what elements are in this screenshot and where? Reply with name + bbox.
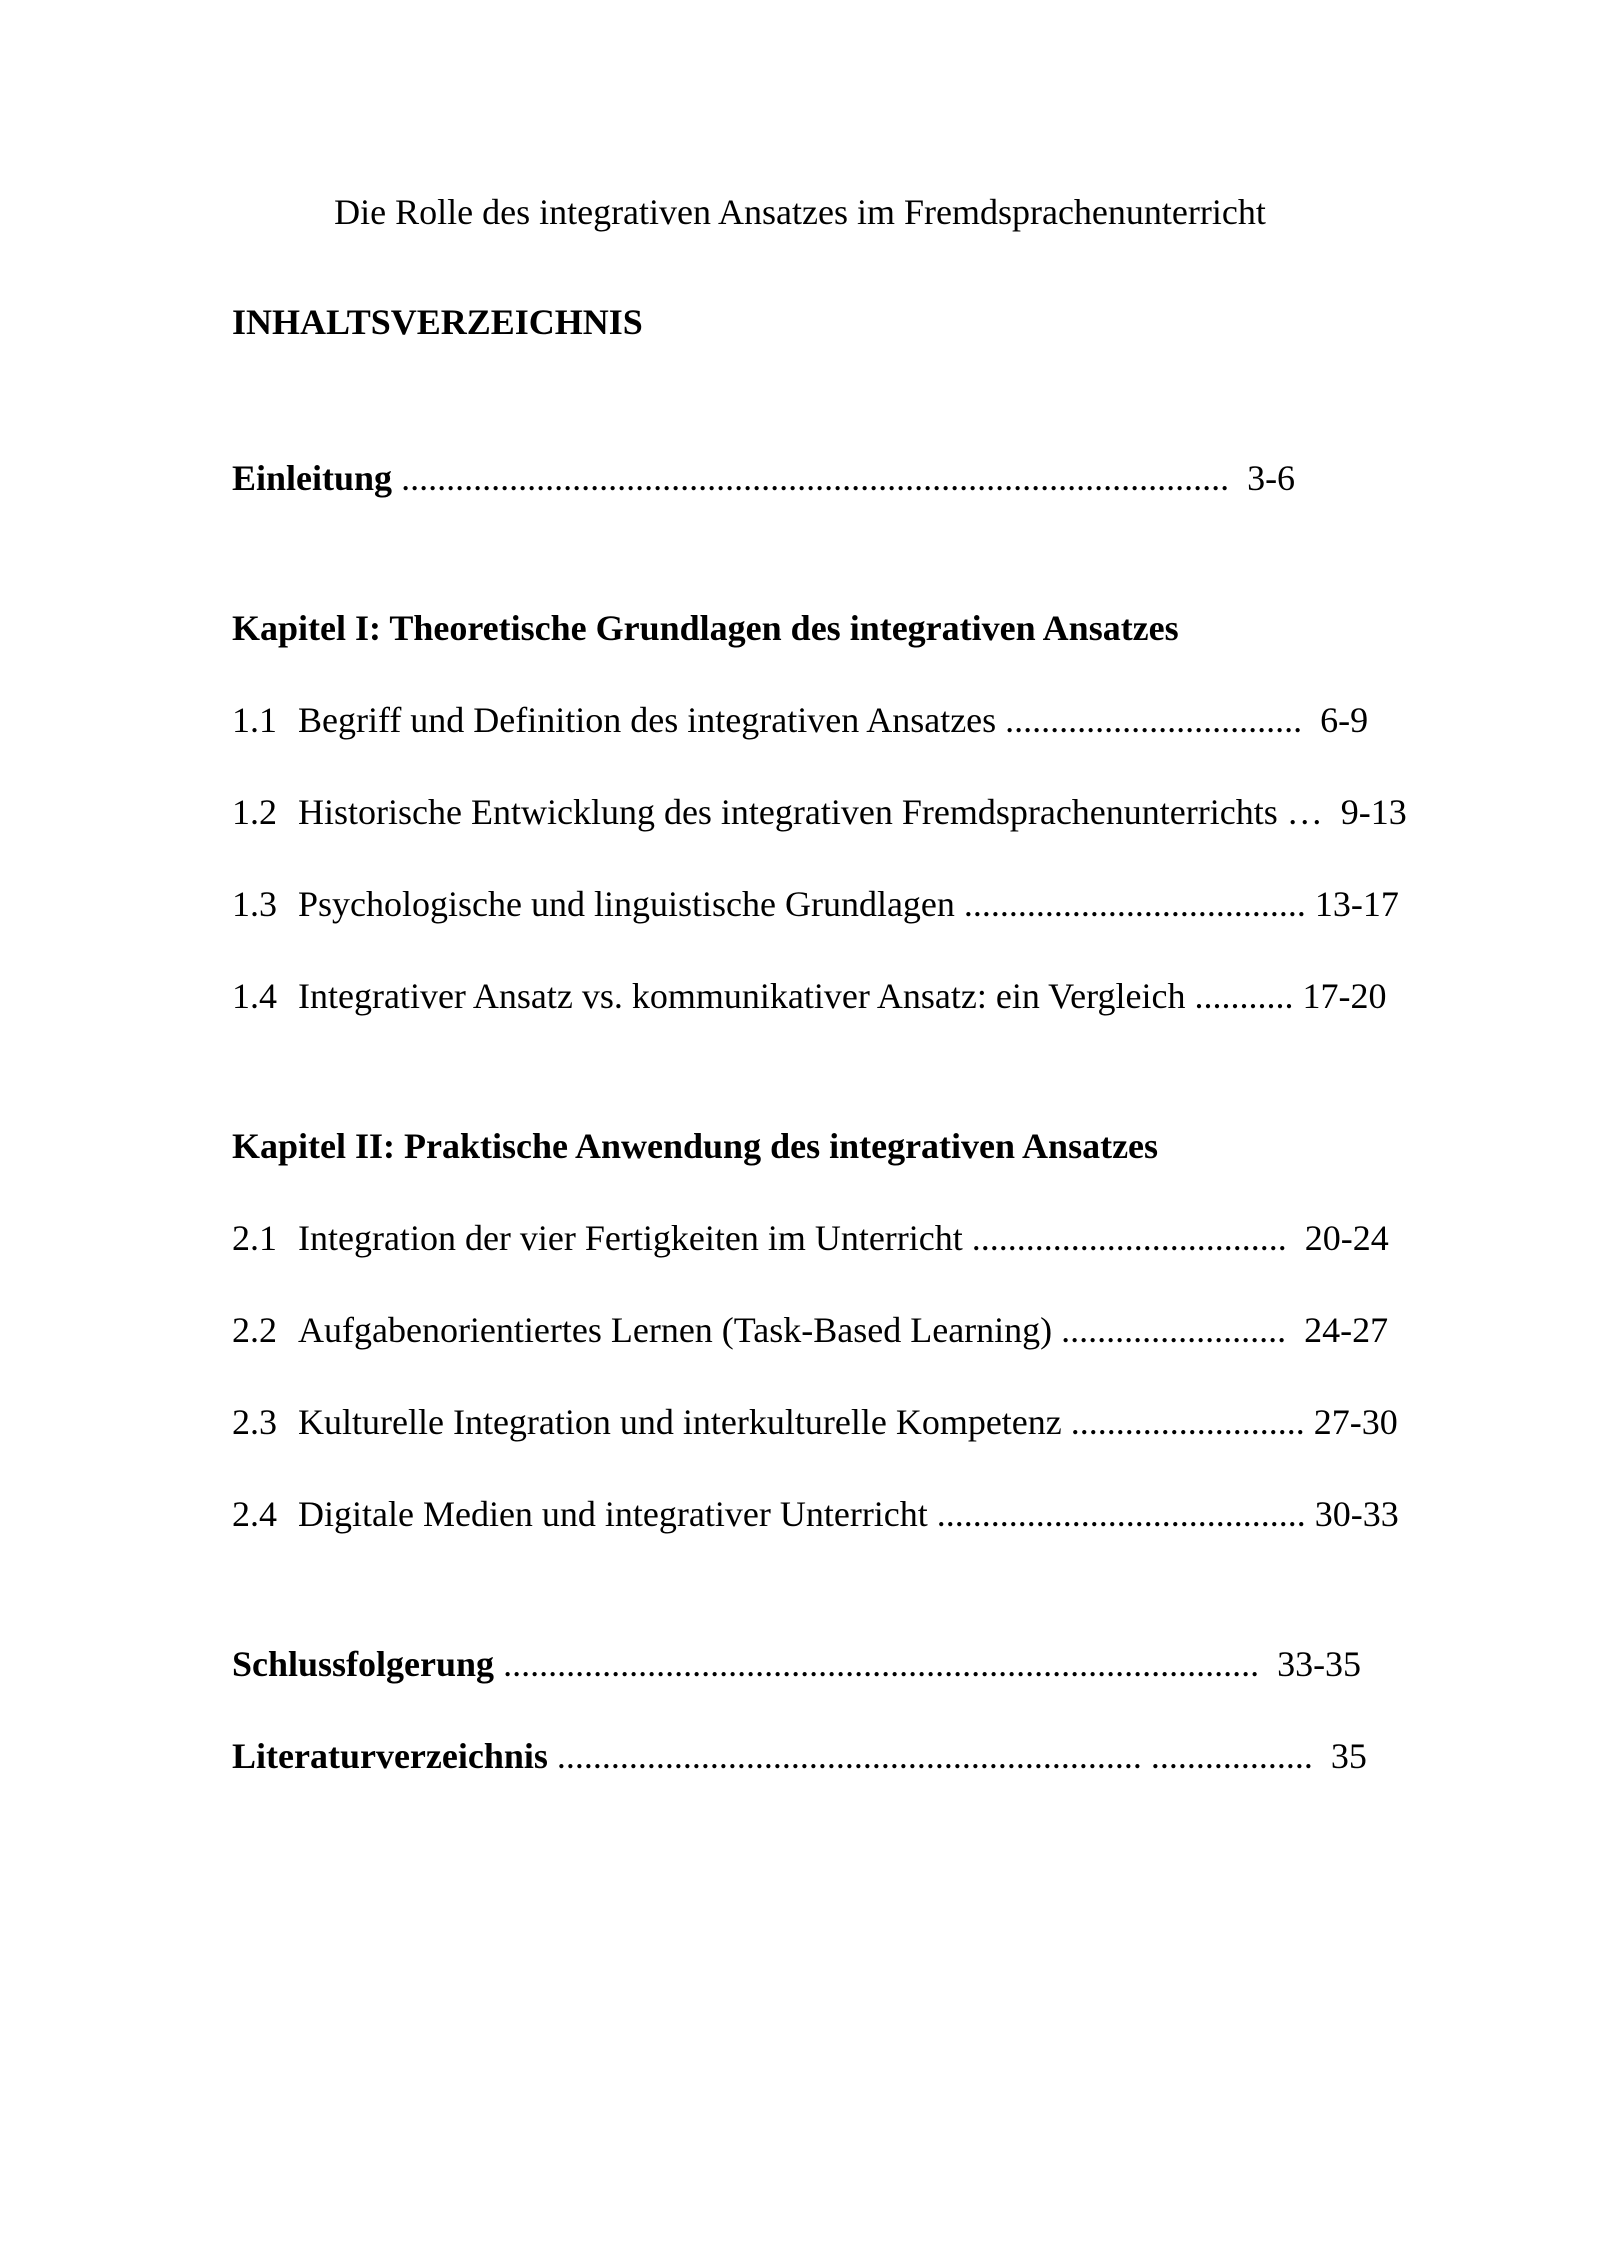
page-range: 13-17 <box>1305 884 1399 924</box>
toc-entry-label: Psychologische und linguistische Grundlagen <box>298 884 955 924</box>
toc-heading: INHALTSVERZEICHNIS <box>232 302 643 342</box>
toc-entry <box>232 974 1386 1018</box>
page-range: 9-13 <box>1322 792 1407 832</box>
dot-leader: ......................... <box>1052 1310 1287 1350</box>
page-range: 27-30 <box>1304 1402 1398 1442</box>
toc-entry-label: Aufgabenorientiertes Lernen (Task-Based Learning) <box>298 1310 1053 1350</box>
dot-leader: ............................................................................................ <box>392 458 1230 498</box>
section-number: 2.3 <box>232 1402 277 1442</box>
chapter-heading-1: Kapitel I: Theoretische Grundlagen des integrativen Ansatzes <box>232 608 1179 648</box>
dot-leader: ......................................... <box>927 1494 1306 1534</box>
toc-entry-label: Einleitung <box>232 458 393 498</box>
toc-entry <box>232 1400 1398 1444</box>
toc-entry <box>232 1492 1399 1536</box>
toc-entry-label: Begriff und Definition des integrativen Ansatzes <box>298 700 997 740</box>
toc-entry-label: Schlussfolgerung <box>232 1644 495 1684</box>
dot-leader: .................................................................................... <box>494 1644 1260 1684</box>
dot-leader: .......................... <box>1061 1402 1305 1442</box>
dot-leader: … <box>1277 792 1323 832</box>
toc-entry <box>232 882 1399 926</box>
page-range: 3-6 <box>1229 458 1296 498</box>
dot-leader: ................................... <box>962 1218 1287 1258</box>
page-range: 35 <box>1312 1736 1367 1776</box>
section-number: 1.4 <box>232 976 277 1016</box>
toc-entry-label: Digitale Medien und integrativer Unterricht <box>298 1494 928 1534</box>
section-number: 1.3 <box>232 884 277 924</box>
page-range: 30-33 <box>1305 1494 1399 1534</box>
chapter-heading-2: Kapitel II: Praktische Anwendung des integrativen Ansatzes <box>232 1126 1159 1166</box>
page-range: 6-9 <box>1302 700 1369 740</box>
section-number: 2.4 <box>232 1494 277 1534</box>
toc-entry-literaturverzeichnis <box>232 1734 1367 1778</box>
toc-entry <box>232 1308 1388 1352</box>
section-number: 1.2 <box>232 792 277 832</box>
page-range: 33-35 <box>1259 1644 1362 1684</box>
dot-leader: ................................. <box>996 700 1303 740</box>
toc-entry <box>232 1216 1389 1260</box>
toc-entry <box>232 790 1407 834</box>
dot-leader: ...................................... <box>954 884 1306 924</box>
page-range: 20-24 <box>1286 1218 1389 1258</box>
toc-entry-label: Historische Entwicklung des integrativen Fremdsprachenunterrichts <box>298 792 1278 832</box>
toc-entry-schlussfolgerung <box>232 1642 1361 1686</box>
toc-entry-einleitung <box>232 456 1295 500</box>
toc-entry-label: Integration der vier Fertigkeiten im Unterricht <box>298 1218 963 1258</box>
document-title: Die Rolle des integrativen Ansatzes im Fremdsprachenunterricht <box>334 192 1266 232</box>
page-range: 24-27 <box>1286 1310 1389 1350</box>
section-number: 2.1 <box>232 1218 277 1258</box>
section-number: 2.2 <box>232 1310 277 1350</box>
dot-leader: ........... <box>1185 976 1294 1016</box>
page-range: 17-20 <box>1293 976 1387 1016</box>
toc-entry <box>232 698 1368 742</box>
section-number: 1.1 <box>232 700 277 740</box>
toc-entry-label: Literaturverzeichnis <box>232 1736 548 1776</box>
dot-leader: ................................................................. .................. <box>547 1736 1313 1776</box>
toc-entry-label: Integrativer Ansatz vs. kommunikativer Ansatz: ein Vergleich <box>298 976 1186 1016</box>
toc-entry-label: Kulturelle Integration und interkulturelle Kompetenz <box>298 1402 1062 1442</box>
